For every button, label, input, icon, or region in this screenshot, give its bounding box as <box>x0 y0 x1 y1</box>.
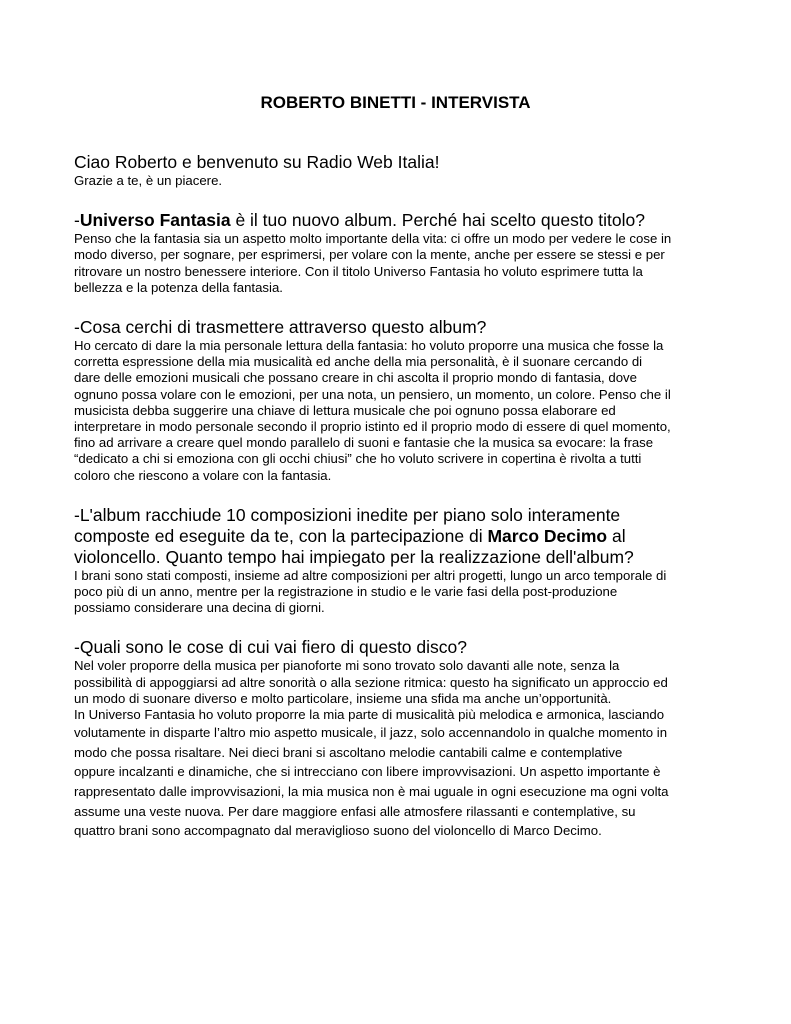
answer-line: dare delle emozioni musicali che possano creare in chi ascolta il proprio mondo di fantasia, dove <box>74 370 637 386</box>
answer-3 <box>74 568 724 617</box>
artist-name-bold: Marco Decimo <box>487 525 608 546</box>
answer-line: Nel voler proporre della musica per pianoforte mi sono trovato solo davanti alle note, senza la <box>74 658 620 674</box>
question-3 <box>74 505 724 568</box>
question-3-text: al <box>607 525 626 546</box>
question-1 <box>74 210 724 231</box>
answer-line: bellezza e la potenza della fantasia. <box>74 279 283 295</box>
question-4: -Quali sono le cose di cui vai fiero di questo disco? <box>74 637 467 658</box>
answer-line: volutamente in disparte l’altro mio aspetto musicale, il jazz, solo accennandolo in qualche momento in <box>74 725 668 741</box>
answer-line: Penso che la fantasia sia un aspetto molto importante della vita: ci offre un modo per vedere le cose in <box>74 231 672 247</box>
answer-line: fino ad arrivare a creare quel mondo parallelo di suoni e fantasie che la musica sa evocare: la frase <box>74 435 654 451</box>
answer-4 <box>74 658 724 723</box>
answer-line: ognuno possa volare con le emozioni, per una nota, un pensiero, un momento, un colore. Penso che il <box>74 386 671 402</box>
answer-line: I brani sono stati composti, insieme ad altre composizioni per altri progetti, lungo un arco temporale di <box>74 567 667 583</box>
answer-line: musicista debba suggerire una chiave di lettura musicale che poi ognuno possa elaborare ed <box>74 402 616 418</box>
answer-1 <box>74 231 724 296</box>
answer-line: assume una veste nuova. Per dare maggiore enfasi alle atmosfere rilassanti e contemplative, su <box>74 803 636 819</box>
answer-line: possibilità di appoggiarsi ad altre sonorità o alla sezione ritmica: questo ha significato un approccio ed <box>74 674 668 690</box>
answer-line: un modo di suonare diverso e molto particolare, insieme una sfida ma anche un’opportunità. <box>74 690 612 706</box>
answer-line: Ho cercato di dare la mia personale lettura della fantasia: ho voluto proporre una musica che fosse la <box>74 338 664 354</box>
answer-line: modo diverso, per sognare, per esprimersi, per volare con la mente, anche per essere se stessi e per <box>74 247 665 263</box>
interview-body <box>74 152 724 841</box>
answer-2 <box>74 338 724 484</box>
answer-line: rappresentato dalle improvvisazioni, la mia musica non è mai uguale in ogni esecuzione ma ogni volta <box>74 784 669 800</box>
answer-line: interpretare in modo personale secondo il proprio istinto ed il proprio modo di essere di quel momento, <box>74 419 671 435</box>
answer-line: oppure incalzanti e dinamiche, che si intrecciano con libere improvvisazioni. Un aspetto importante è <box>74 764 661 780</box>
answer-line: quattro brani sono accompagnato dal meraviglioso suono del violoncello di Marco Decimo. <box>74 823 602 839</box>
answer-line: modo che possa risaltare. Nei dieci brani si ascoltano melodie cantabili calme e contemplative <box>74 744 623 760</box>
answer-line: coloro che riescono a volare con la fantasia. <box>74 467 332 483</box>
question-1-text: è il tuo nuovo album. Perché hai scelto questo titolo? <box>230 210 645 231</box>
answer-line: “dedicato a chi si emoziona con gli occhi chiusi” che ho voluto scrivere in copertina è rivolta a tutti <box>74 451 642 467</box>
answer-4-continued <box>74 723 724 841</box>
answer-line: ritrovare un nostro benessere interiore. Con il titolo Universo Fantasia ho voluto esprimere tutta la <box>74 263 643 279</box>
answer-line: In Universo Fantasia ho voluto proporre la mia parte di musicalità più melodica e armonica, lasciando <box>74 707 665 723</box>
intro-answer: Grazie a te, è un piacere. <box>74 173 223 188</box>
question-2: -Cosa cerchi di trasmettere attraverso questo album? <box>74 317 487 338</box>
question-3-line-1: -L'album racchiude 10 composizioni inedite per piano solo interamente <box>74 504 621 525</box>
question-1-prefix: - <box>74 210 80 231</box>
album-title-bold: Universo Fantasia <box>79 210 231 231</box>
answer-line: possiamo considerare una decina di giorni. <box>74 600 325 616</box>
answer-line: corretta espressione della mia musicalità ed anche della mia personalità, è il suonare cercando di <box>74 354 643 370</box>
answer-line: poco più di un anno, mentre per la registrazione in studio e le varie fasi della post-produzione <box>74 584 618 600</box>
question-3-line-2 <box>74 526 724 547</box>
question-3-text: composte ed eseguite da te, con la partecipazione di <box>74 525 488 546</box>
page-title: ROBERTO BINETTI - INTERVISTA <box>260 93 531 112</box>
intro-question: Ciao Roberto e benvenuto su Radio Web Italia! <box>74 152 440 172</box>
question-3-line-3: violoncello. Quanto tempo hai impiegato per la realizzazione dell'album? <box>74 546 634 567</box>
